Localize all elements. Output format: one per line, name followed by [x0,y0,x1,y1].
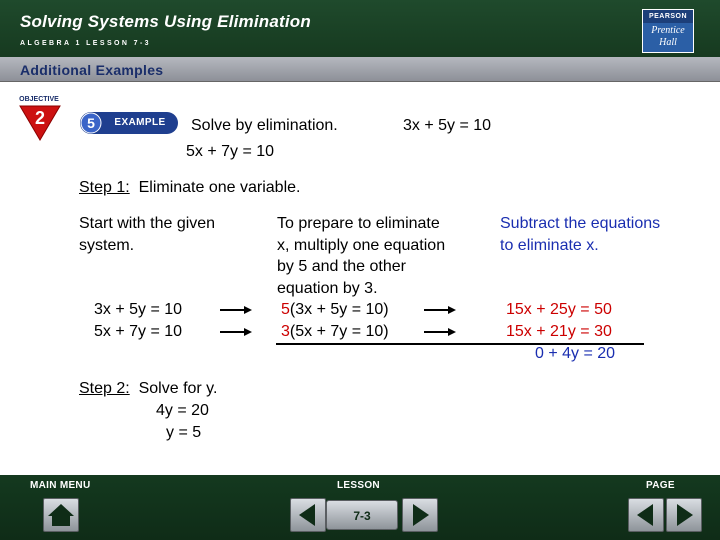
col2-equation-2-body: (5x + 7y = 10) [289,323,389,340]
col1-equation-2: 5x + 7y = 10 [94,323,183,340]
step1-heading [79,177,300,199]
example-number: 5 [87,115,95,131]
example-badge [80,112,178,134]
lesson-next-button[interactable] [402,498,438,532]
lesson-number-button[interactable]: 7-3 [326,500,398,530]
col3-equation-2: 15x + 21y = 30 [506,323,612,340]
col2-line-1: To prepare to eliminate [277,215,440,232]
arrow-icons-col1 [218,302,254,338]
col3-equation-1: 15x + 25y = 50 [506,301,612,318]
col1-line-2: system. [79,237,135,254]
step2-label: Step 2: [79,380,130,397]
step2-equation-2: y = 5 [166,424,202,441]
col3-line-1: Subtract the equations [500,215,661,232]
col2-multiplier-1: 5 [281,301,290,318]
lesson-label: LESSON [337,480,380,491]
col2-line-4: equation by 3. [277,280,378,297]
subtraction-line [276,343,644,345]
col1-equation-1: 3x + 5y = 10 [94,301,183,318]
arrow-icons-col2 [422,302,458,338]
page-prev-button[interactable] [628,498,664,532]
col2-equation-2 [281,321,389,343]
col1-line-1: Start with the given [79,215,216,232]
objective-label: OBJECTIVE [19,96,59,103]
col3-equation-3: 0 + 4y = 20 [535,345,616,362]
step2-text: Solve for y. [138,380,218,397]
page-title: Solving Systems Using Elimination [20,12,311,31]
page-label: PAGE [646,480,675,491]
section-label: Additional Examples [20,62,164,78]
objective-shield-icon [18,104,62,142]
problem-instruction: Solve by elimination. [191,117,338,134]
lesson-prev-button[interactable] [290,498,326,532]
lesson-subtitle: ALGEBRA 1 LESSON 7-3 [20,40,151,47]
main-menu-button[interactable] [43,498,79,532]
publisher-logo [642,9,694,53]
problem-equation-2: 5x + 7y = 10 [186,143,275,160]
col2-multiplier-2: 3 [281,323,290,340]
step1-label: Step 1: [79,179,130,196]
problem-equation-1: 3x + 5y = 10 [403,117,492,134]
logo-bottom-text-2: Hall [659,37,677,48]
triangle-left-icon [629,499,663,531]
example-label: EXAMPLE [114,117,166,128]
col3-line-2: to eliminate x. [500,237,599,254]
col2-equation-1-body: (3x + 5y = 10) [289,301,389,318]
step2-equation-1: 4y = 20 [156,402,209,419]
step1-text: Eliminate one variable. [138,179,301,196]
col2-line-2: x, multiply one equation [277,237,446,254]
objective-badge [14,96,66,142]
logo-bottom-text-1: Prentice [651,25,685,36]
step2-heading [79,378,217,400]
triangle-right-icon [403,499,437,531]
home-icon [44,499,78,531]
triangle-right-icon [667,499,701,531]
logo-top-text: PEARSON [643,10,693,23]
objective-number: 2 [34,108,46,128]
triangle-left-icon [291,499,325,531]
col2-equation-1 [281,299,389,321]
page-next-button[interactable] [666,498,702,532]
main-menu-label: MAIN MENU [30,480,91,491]
col2-line-3: by 5 and the other [277,258,406,275]
